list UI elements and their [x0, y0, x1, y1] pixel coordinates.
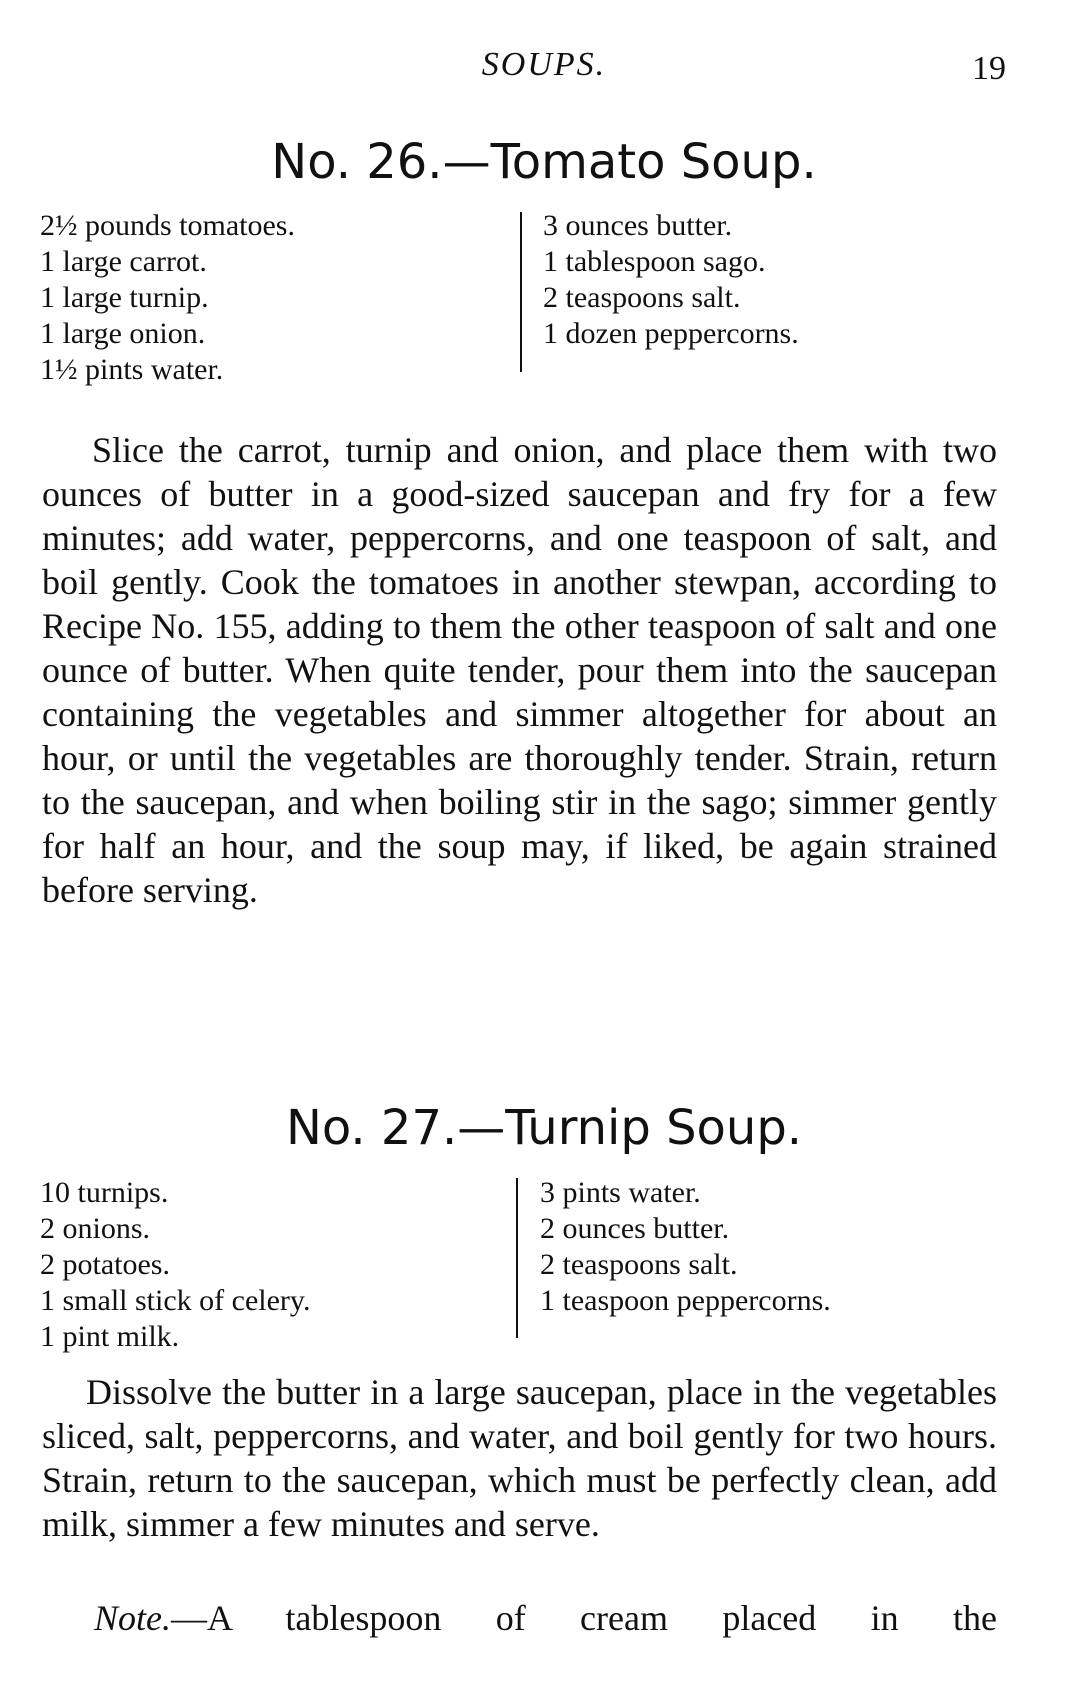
ingredients-right-turnip-soup — [540, 1175, 831, 1319]
ingredient-item: 3 pints water. — [540, 1176, 701, 1209]
note-turnip-soup — [42, 1596, 997, 1640]
column-divider — [520, 212, 522, 372]
ingredient-item: 1 small stick of celery. — [40, 1284, 311, 1317]
ingredient-item: 1 large onion. — [40, 317, 206, 350]
ingredient-item: 3 ounces butter. — [543, 209, 733, 242]
ingredient-item: 1 dozen peppercorns. — [543, 317, 799, 350]
ingredients-right-tomato-soup — [543, 208, 799, 352]
ingredient-item: 2 potatoes. — [40, 1248, 170, 1281]
recipe-title-tomato-soup: No. 26.—Tomato Soup. — [271, 134, 817, 190]
ingredient-item: 2 onions. — [40, 1212, 151, 1245]
method-turnip-soup: Dissolve the butter in a large saucepan, place in the vegetables sliced, salt, peppercorns, and water, and boil gently for two hours. Strain, return to the saucepan, which must be perfectly clean, add milk, simmer a few minutes and serve. — [42, 1372, 997, 1544]
running-head: SOUPS. — [481, 46, 607, 83]
recipe-title-turnip-soup: No. 27.—Turnip Soup. — [285, 1100, 803, 1156]
page-number: 19 — [972, 50, 1006, 87]
ingredient-item: 1½ pints water. — [40, 353, 224, 386]
ingredient-item: 2 teaspoons salt. — [543, 281, 741, 314]
ingredient-item: 2 ounces butter. — [540, 1212, 730, 1245]
ingredients-left-turnip-soup — [40, 1175, 310, 1355]
ingredient-item: 10 turnips. — [40, 1176, 169, 1209]
ingredient-item: 1 large carrot. — [40, 245, 207, 278]
note-label: Note. — [94, 1598, 171, 1638]
ingredient-item: 2½ pounds tomatoes. — [40, 209, 295, 242]
ingredient-item: 1 pint milk. — [40, 1320, 180, 1353]
ingredient-item: 1 teaspoon peppercorns. — [540, 1284, 831, 1317]
ingredient-item: 1 large turnip. — [40, 281, 209, 314]
column-divider — [516, 1178, 518, 1338]
note-text: —A tablespoon of cream placed in the — [171, 1598, 997, 1638]
ingredient-item: 1 tablespoon sago. — [543, 245, 766, 278]
method-tomato-soup: Slice the carrot, turnip and onion, and place them with two ounces of butter in a good-sized saucepan and fry for a few minutes; add water, peppercorns, and one teaspoon of salt, and boil gently. Cook the tomatoes in another stewpan, according to Recipe No. 155, adding to them the other teaspoon of salt and one ounce of butter. When quite tender, pour them into the saucepan containing the vegetables and simmer altogether for about an hour, or until the vegetables are thoroughly tender. Strain, return to the saucepan, and when boiling stir in the sago; simmer gently for half an hour, and the soup may, if liked, be again strained before serving. — [42, 430, 997, 910]
ingredients-left-tomato-soup — [40, 208, 295, 388]
ingredient-item: 2 teaspoons salt. — [540, 1248, 738, 1281]
